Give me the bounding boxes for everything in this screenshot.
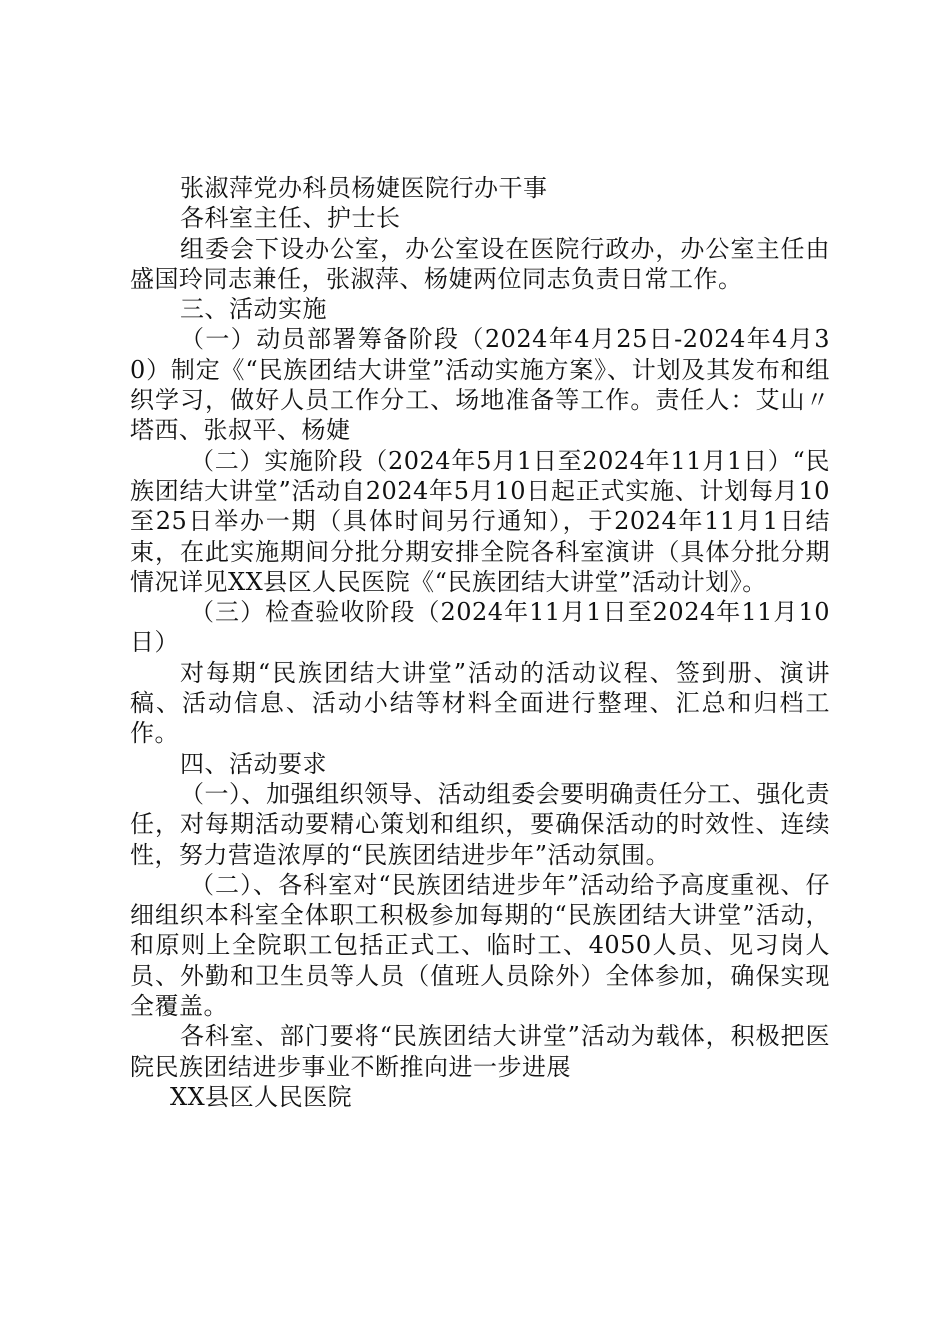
document-body — [130, 173, 830, 1112]
paragraph-closing: 各科室、部门要将“民族团结大讲堂”活动为载体，积极把医院民族团结进步事业不断推向进一步进展 — [130, 1022, 830, 1081]
section-heading-implementation: 三、活动实施 — [180, 295, 327, 324]
paragraph-department-heads: 各科室主任、护士长 — [180, 204, 401, 233]
paragraph-phase-three: （三）检查验收阶段（2024年11月1日至2024年11月10日） — [130, 598, 830, 657]
paragraph-staff-line: 张淑萍党办科员杨婕医院行办干事 — [180, 174, 548, 202]
paragraph-requirement-two: （二）、各科室对“民族团结进步年”活动给予高度重视、仔细组织本科室全体职工积极参加每期的“民族团结大讲堂”活动，和原则上全院职工包括正式工、临时工、4050人员、见习岗人员、外勤和卫生员等人员（值班人员除外）全体参加，确保实现全覆盖。 — [130, 870, 830, 1021]
section-heading-requirements: 四、活动要求 — [180, 749, 327, 778]
paragraph-requirement-one: （一）、加强组织领导、活动组委会要明确责任分工、强化责任，对每期活动要精心策划和组织，要确保活动的时效性、连续性，努力营造浓厚的“民族团结进步年”活动氛围。 — [130, 779, 830, 869]
paragraph-office-setup: 组委会下设办公室，办公室设在医院行政办，办公室主任由盛国玲同志兼任，张淑萍、杨婕两位同志负责日常工作。 — [130, 234, 830, 293]
signature-hospital: XX县区人民医院 — [170, 1082, 353, 1111]
paragraph-archiving: 对每期“民族团结大讲堂”活动的活动议程、签到册、演讲稿、活动信息、活动小结等材料全面进行整理、汇总和归档工作。 — [130, 658, 830, 748]
paragraph-phase-one: （一）动员部署筹备阶段（2024年4月25日-2024年4月30）制定《“民族团结大讲堂”活动实施方案》、计划及其发布和组织学习，做好人员工作分工、场地准备等工作。责任人：艾山〃塔西、张叔平、杨婕 — [130, 325, 830, 445]
paragraph-phase-two: （二）实施阶段（2024年5月1日至2024年11月1日）“民族团结大讲堂”活动自2024年5月10日起正式实施、计划每月10至25日举办一期（具体时间另行通知），于2024年11月1日结束，在此实施期间分批分期安排全院各科室演讲（具体分批分期情况详见XX县区人民医院《“民族团结大讲堂”活动计划》。 — [130, 446, 830, 596]
